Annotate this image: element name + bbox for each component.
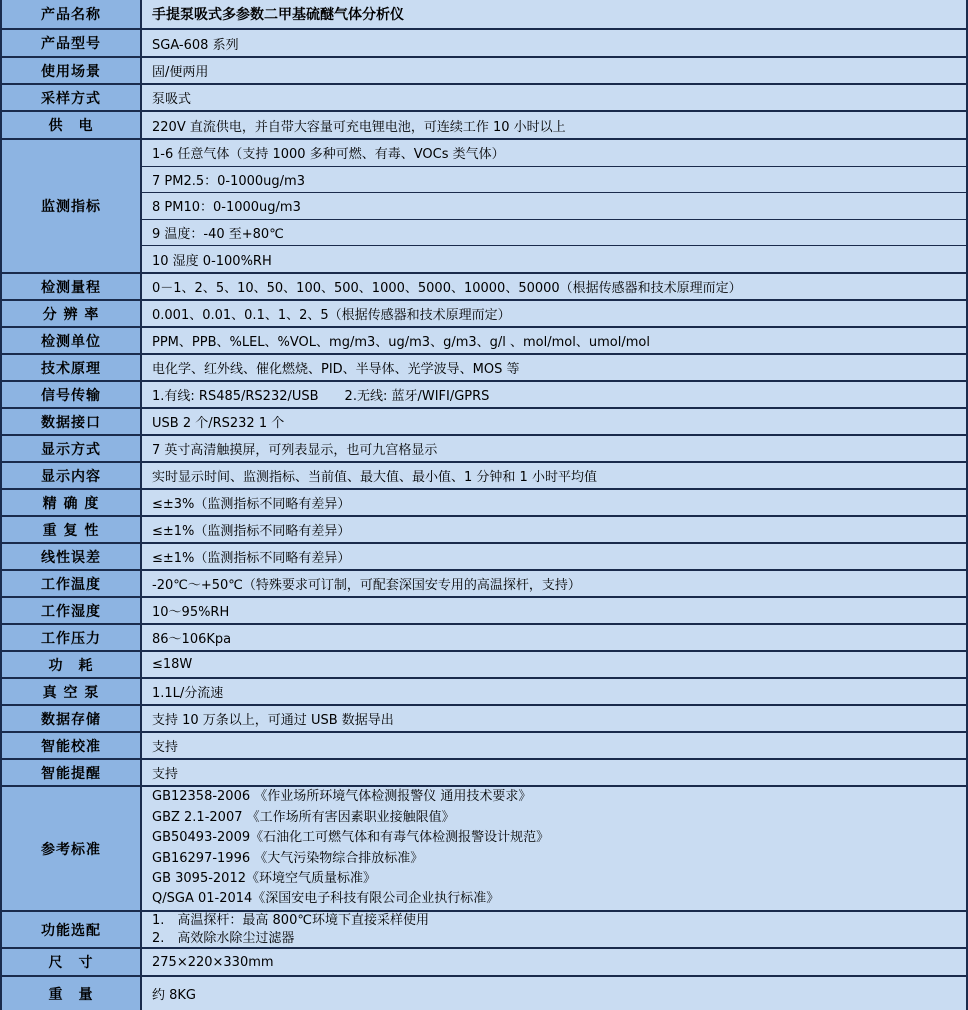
spec-value-group — [142, 912, 966, 947]
spec-label: 智能提醒 — [2, 760, 142, 785]
spec-label: 线性误差 — [2, 544, 142, 569]
monitor-item: 9 温度：-40 至+80℃ — [142, 219, 966, 246]
row-linearity-error — [2, 542, 966, 569]
row-signal-transmission — [2, 380, 966, 407]
row-working-pressure — [2, 623, 966, 650]
spec-label: 产品型号 — [2, 30, 142, 56]
row-power-consumption — [2, 650, 966, 677]
spec-label: 智能校准 — [2, 733, 142, 758]
spec-value: 10～95%RH — [142, 598, 966, 623]
row-vacuum-pump — [2, 677, 966, 704]
row-usage-scene — [2, 56, 966, 83]
spec-value: 86～106Kpa — [142, 625, 966, 650]
row-data-storage — [2, 704, 966, 731]
spec-value-group — [142, 140, 966, 272]
spec-value: 0－1、2、5、10、50、100、500、1000、5000、10000、50000（根据传感器和技术原理而定） — [142, 274, 966, 299]
spec-label: 尺 寸 — [2, 949, 142, 975]
spec-value: 电化学、红外线、催化燃烧、PID、半导体、光学波导、MOS 等 — [142, 355, 966, 380]
standard-item: GB16297-1996 《大气污染物综合排放标准》 — [152, 850, 424, 866]
spec-label: 技术原理 — [2, 355, 142, 380]
spec-value: 1.有线: RS485/RS232/USB 2.无线: 蓝牙/WIFI/GPRS — [142, 382, 966, 407]
spec-label: 精 确 度 — [2, 490, 142, 515]
spec-label: 功能选配 — [2, 912, 142, 947]
spec-value: PPM、PPB、%LEL、%VOL、mg/m3、ug/m3、g/m3、g/l 、mol/mol、umol/mol — [142, 328, 966, 353]
standard-item: GB50493-2009《石油化工可燃气体和有毒气体检测报警设计规范》 — [152, 830, 550, 846]
spec-value: USB 2 个/RS232 1 个 — [142, 409, 966, 434]
spec-value: 约 8KG — [142, 977, 966, 1010]
row-repeatability — [2, 515, 966, 542]
monitor-item: 7 PM2.5：0-1000ug/m3 — [142, 166, 966, 193]
spec-label: 供 电 — [2, 112, 142, 138]
standard-item: Q/SGA 01-2014《深国安电子科技有限公司企业执行标准》 — [152, 891, 500, 907]
row-accuracy — [2, 488, 966, 515]
row-working-humidity — [2, 596, 966, 623]
spec-label: 采样方式 — [2, 85, 142, 110]
spec-value: ≤±1%（监测指标不同略有差异） — [142, 544, 966, 569]
row-sampling-method — [2, 83, 966, 110]
row-weight — [2, 975, 966, 1010]
row-reference-standards — [2, 785, 966, 910]
row-monitor-indicators — [2, 138, 966, 272]
standard-item: GB12358-2006 《作业场所环境气体检测报警仪 通用技术要求》 — [152, 789, 532, 805]
monitor-item: 10 湿度 0-100%RH — [142, 245, 966, 272]
row-product-model — [2, 28, 966, 56]
spec-label: 检测量程 — [2, 274, 142, 299]
spec-label: 产品名称 — [2, 0, 142, 28]
spec-label: 功 耗 — [2, 652, 142, 677]
row-detection-unit — [2, 326, 966, 353]
spec-value: 实时显示时间、监测指标、当前值、最大值、最小值、1 分钟和 1 小时平均值 — [142, 463, 966, 488]
row-detection-range — [2, 272, 966, 299]
spec-value: 支持 10 万条以上，可通过 USB 数据导出 — [142, 706, 966, 731]
row-resolution — [2, 299, 966, 326]
spec-label: 真 空 泵 — [2, 679, 142, 704]
row-product-name — [2, 0, 966, 28]
spec-label: 工作温度 — [2, 571, 142, 596]
standard-item: GBZ 2.1-2007 《工作场所有害因素职业接触限值》 — [152, 809, 455, 825]
spec-label: 显示内容 — [2, 463, 142, 488]
row-data-interface — [2, 407, 966, 434]
spec-value: ≤±3%（监测指标不同略有差异） — [142, 490, 966, 515]
spec-value: 7 英寸高清触摸屏，可列表显示，也可九宫格显示 — [142, 436, 966, 461]
spec-label: 监测指标 — [2, 140, 142, 272]
spec-value: ≤±1%（监测指标不同略有差异） — [142, 517, 966, 542]
spec-label: 使用场景 — [2, 58, 142, 83]
standard-item: GB 3095-2012《环境空气质量标准》 — [152, 870, 376, 886]
spec-value: 220V 直流供电，并自带大容量可充电锂电池，可连续工作 10 小时以上 — [142, 112, 966, 138]
spec-value: 支持 — [142, 760, 966, 785]
row-smart-calibration — [2, 731, 966, 758]
spec-value: 泵吸式 — [142, 85, 966, 110]
monitor-item: 8 PM10：0-1000ug/m3 — [142, 192, 966, 219]
spec-label: 显示方式 — [2, 436, 142, 461]
spec-label: 重 复 性 — [2, 517, 142, 542]
spec-value: ≤18W — [142, 652, 966, 677]
spec-value: 1.1L/分流速 — [142, 679, 966, 704]
row-working-temperature — [2, 569, 966, 596]
spec-label: 信号传输 — [2, 382, 142, 407]
spec-value: 手提泵吸式多参数二甲基硫醚气体分析仪 — [142, 0, 966, 28]
spec-label: 检测单位 — [2, 328, 142, 353]
optional-item: 1. 高温探杆：最高 800℃环境下直接采样使用 — [152, 913, 429, 929]
monitor-item: 1-6 任意气体（支持 1000 多种可燃、有毒、VOCs 类气体） — [152, 147, 505, 163]
spec-label: 数据存储 — [2, 706, 142, 731]
spec-value: 275×220×330mm — [142, 949, 966, 975]
spec-value: 固/便两用 — [142, 58, 966, 83]
row-optional-functions — [2, 910, 966, 947]
row-smart-reminder — [2, 758, 966, 785]
spec-value-group — [142, 787, 966, 910]
spec-label: 工作湿度 — [2, 598, 142, 623]
optional-item: 2. 高效除水除尘过滤器 — [152, 930, 295, 946]
row-power-supply — [2, 110, 966, 138]
spec-label: 分 辨 率 — [2, 301, 142, 326]
row-tech-principle — [2, 353, 966, 380]
spec-label: 数据接口 — [2, 409, 142, 434]
spec-label: 重 量 — [2, 977, 142, 1010]
spec-label: 工作压力 — [2, 625, 142, 650]
spec-value: 0.001、0.01、0.1、1、2、5（根据传感器和技术原理而定） — [142, 301, 966, 326]
spec-value: -20℃～+50℃（特殊要求可订制，可配套深国安专用的高温探杆，支持） — [142, 571, 966, 596]
spec-value: SGA-608 系列 — [142, 30, 966, 56]
spec-value: 支持 — [142, 733, 966, 758]
spec-label: 参考标准 — [2, 787, 142, 910]
row-display-mode — [2, 434, 966, 461]
row-display-content — [2, 461, 966, 488]
row-dimensions — [2, 947, 966, 975]
